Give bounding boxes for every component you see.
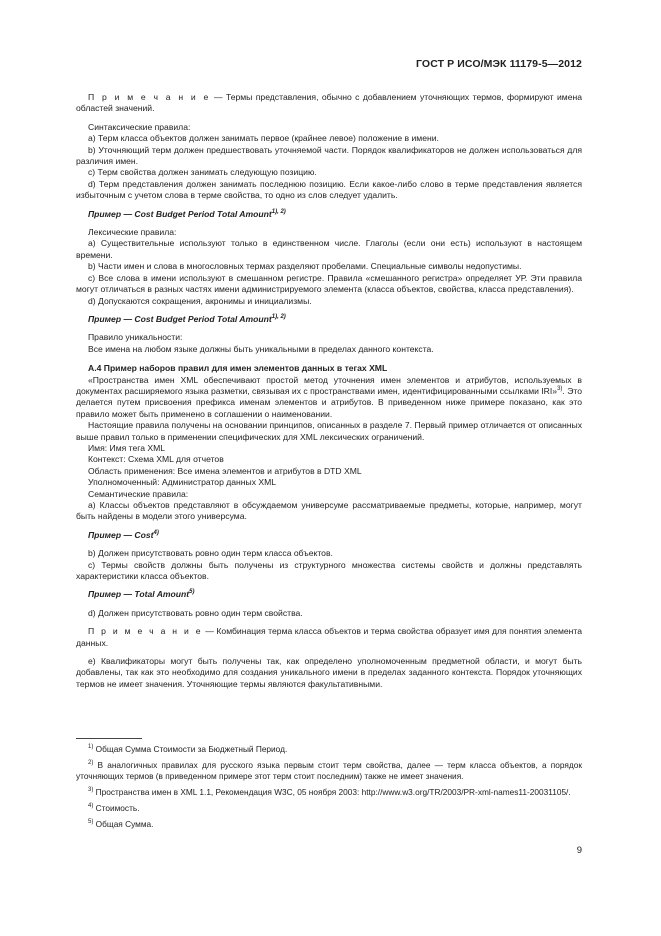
footnote-divider — [76, 738, 142, 739]
example-line — [76, 314, 582, 325]
paragraph: а) Терм класса объектов должен занимать первое (крайнее левое) положение в имени. — [88, 133, 439, 144]
paragraph: Имя: Имя тега XML — [88, 442, 166, 453]
paragraph — [76, 375, 582, 421]
paragraph-text: . Это делается путем присвоения префикса именам элементов и атрибутов. В приведенном ниже примере показано, как это правило может быть применено в соглашении о наименовании. — [76, 385, 582, 419]
footnote-ref: 5) — [189, 589, 195, 596]
paragraph: е) Квалификаторы могут быть получены так, как определено уполномоченным предметной области, и могут быть добавлены, так как это необходимо для создания уникального имени в пределах заданного контекста. Порядок уточняющих термов не имеет значения. Уточняющие термы являются факультативными. — [76, 656, 582, 689]
paragraph: d) Терм представления должен занимать последнюю позицию. Если какое-либо слово в терме представления является избыточным с учетом слова в терме свойства, то одно из слов следует удалить. — [76, 178, 582, 201]
footnote-mark: 1) — [88, 744, 94, 751]
paragraph: Все имена на любом языке должны быть уникальными в пределах данного контекста. — [88, 343, 434, 354]
footnote-mark: 2) — [88, 760, 94, 767]
note-label: П р и м е ч а н и е — [88, 92, 211, 102]
footnote-ref: 1), 2) — [271, 314, 286, 321]
paragraph: а) Классы объектов представляют в обсуждаемом универсуме рассматриваемые предметы, которые, например, могут быть найдены в модели этого универсума. — [76, 500, 582, 522]
paragraph: Правило уникальности: — [88, 332, 183, 343]
footnote — [76, 819, 582, 830]
footnotes — [76, 744, 582, 835]
footnote-text: Стоимость. — [95, 803, 140, 813]
paragraph: Синтаксические правила: — [88, 121, 191, 132]
footnote-ref: 3) — [557, 386, 563, 393]
paragraph: с) Термы свойств должны быть получены из структурного множества системы свойств и должны представлять характеристики класса объектов. — [76, 559, 582, 582]
paragraph: d) Допускаются сокращения, акронимы и инициализмы. — [88, 295, 312, 306]
footnote-text: Пространства имен в XML 1.1, Рекомендация W3C, 05 ноября 2003: http://www.w3.org/TR/2003/PR-xml-names11-20031105/. — [95, 787, 571, 797]
paragraph: Лексические правила: — [88, 227, 177, 238]
footnote — [76, 744, 582, 755]
paragraph-text: «Пространства имен XML обеспечивают простой метод уточнения имен элементов и атрибутов, используемых в документах расширяемого языка разметки, связывая их с пространствами имен, идентифицированными ссылками IRI» — [76, 374, 582, 396]
footnote-mark: 3) — [88, 787, 94, 794]
example-line — [76, 589, 582, 600]
footnote-ref: 1), 2) — [271, 208, 286, 215]
example-line — [76, 209, 582, 220]
document-body — [76, 92, 582, 690]
footnote-text: В аналогичных правилах для русского языка первым стоит терм свойства, далее — терм класса объектов, а порядок уточняющих термов (в приведенном примере этот терм стоит последним) также не имеет значения. — [76, 760, 582, 781]
footnote-mark: 5) — [88, 819, 94, 826]
paragraph: b) Уточняющий терм должен предшествовать уточняемой части. Порядок квалификаторов не должен использоваться для различия имен. — [76, 144, 582, 167]
document-header: ГОСТ Р ИСО/МЭК 11179-5—2012 — [416, 58, 582, 70]
footnote — [76, 760, 582, 782]
paragraph: Семантические правила: — [88, 488, 189, 499]
note-text: — Термы представления, обычно с добавлением уточняющих термов, формируют имена областей значений. — [76, 92, 582, 114]
footnote-ref: 4) — [153, 529, 159, 536]
paragraph: а) Существительные используют только в единственном числе. Глаголы (если они есть) используют в настоящем времени. — [76, 238, 582, 260]
footnote — [76, 803, 582, 814]
example-text: Пример — Cost Budget Period Total Amount — [88, 313, 272, 324]
paragraph: Область применения: Все имена элементов и атрибутов в DTD XML — [88, 465, 362, 476]
section-heading: А.4 Пример наборов правил для имен элементов данных в тегах XML — [88, 363, 388, 374]
example-text: Пример — Total Amount — [88, 589, 190, 600]
paragraph: Уполномоченный: Администратор данных XML — [88, 477, 277, 488]
example-text: Пример — Cost — [88, 529, 154, 540]
paragraph: Контекст: Схема XML для отчетов — [88, 454, 224, 465]
paragraph: Настоящие правила получены на основании принципов, описанных в разделе 7. Первый пример отличается от описанных выше правил только в применении специфических для XML лексических ограничений. — [76, 420, 582, 442]
paragraph: d) Должен присутствовать ровно один терм свойства. — [88, 607, 303, 618]
note-paragraph — [76, 92, 582, 115]
note-label: П р и м е ч а н и е — [88, 626, 203, 637]
note-paragraph — [76, 626, 582, 649]
example-line — [76, 530, 582, 541]
footnote — [76, 787, 582, 798]
page-number: 9 — [576, 845, 582, 856]
paragraph: с) Все слова в имени используют в смешанном регистре. Правила «смешанного регистра» определяет УР. Эти правила могут отличаться в разных частях имени администрируемого элемента (класса объектов, свойства, класса представления). — [76, 272, 582, 295]
note-text: — Комбинация терма класса объектов и терма свойства образует имя для понятия элемента данных. — [76, 626, 582, 648]
footnote-text: Общая Сумма Стоимости за Бюджетный Период. — [95, 744, 288, 754]
paragraph: b) Части имен и слова в многословных термах разделяют пробелами. Специальные символы недопустимы. — [88, 261, 522, 272]
footnote-mark: 4) — [88, 803, 94, 810]
footnote-text: Общая Сумма. — [95, 819, 154, 829]
paragraph: b) Должен присутствовать ровно один терм класса объектов. — [88, 548, 333, 559]
example-text: Пример — Cost Budget Period Total Amount — [88, 208, 272, 219]
paragraph: с) Терм свойства должен занимать следующую позицию. — [88, 167, 317, 178]
